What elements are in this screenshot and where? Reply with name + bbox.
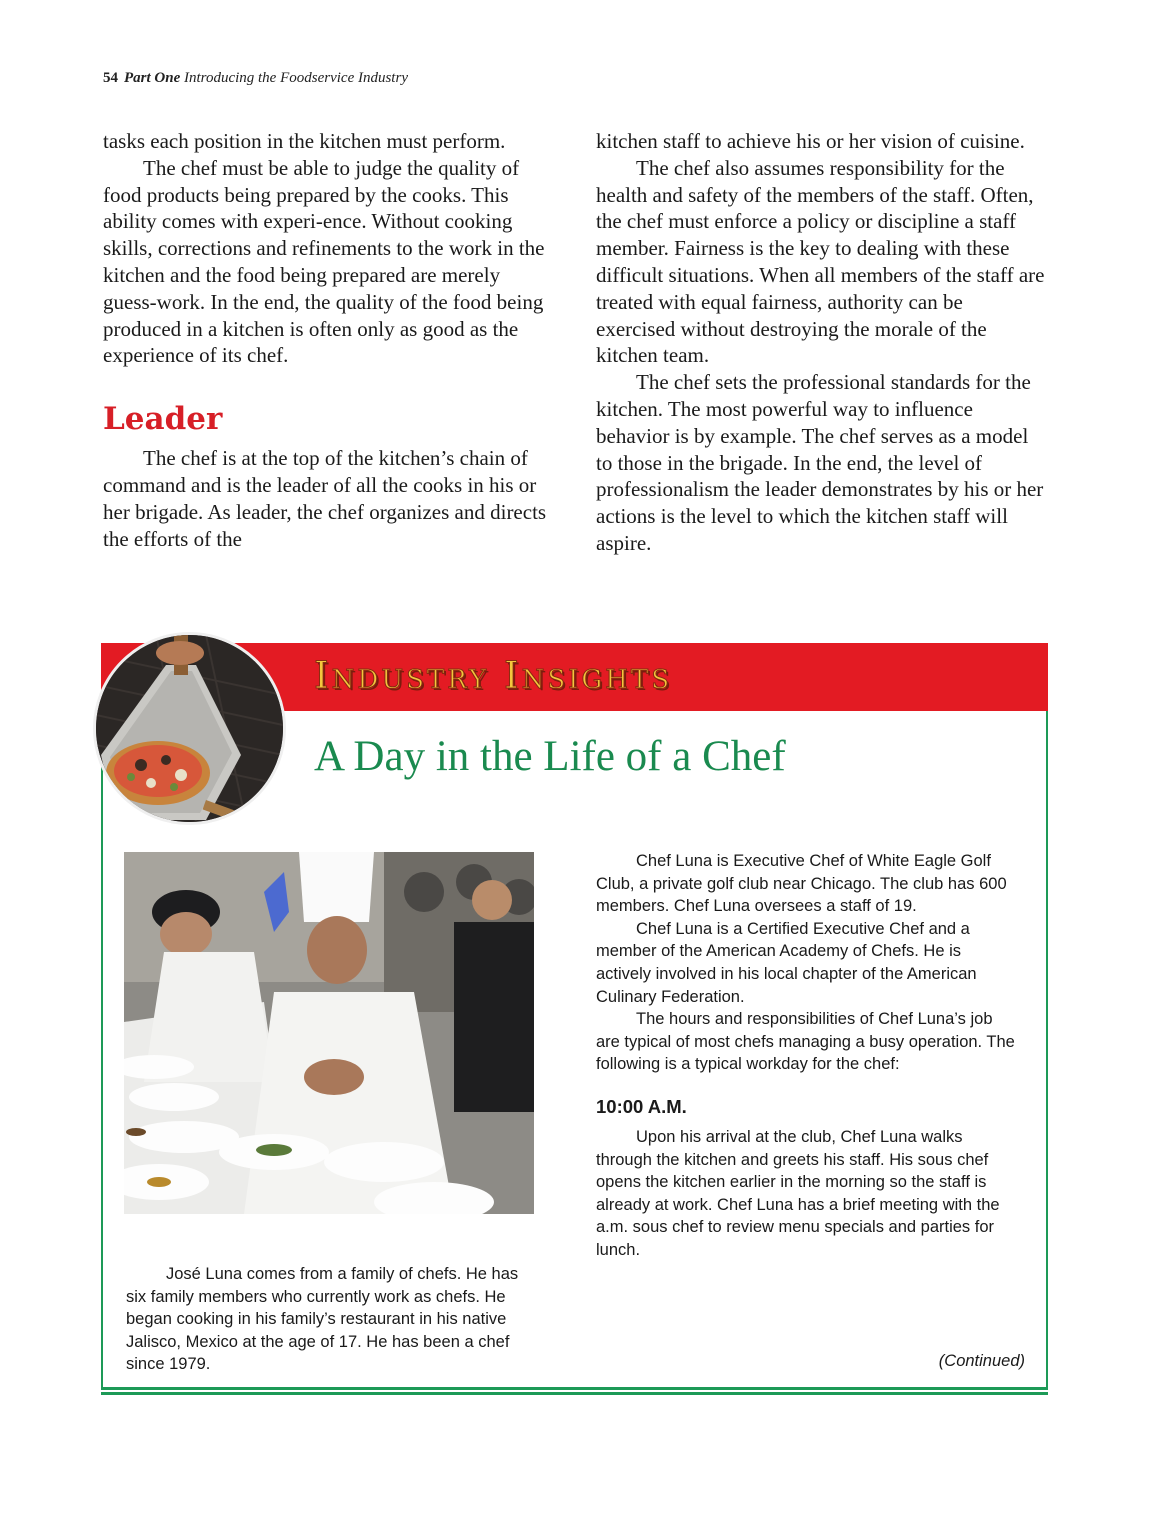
insights-title: A Day in the Life of a Chef	[314, 733, 786, 780]
insights-right-column	[596, 850, 1016, 1262]
part-label: Part One	[124, 70, 181, 86]
banner-title: Industry Insights	[314, 654, 673, 697]
pizza-peel-photo	[93, 632, 286, 825]
left-column	[103, 128, 553, 552]
chef-jose-luna-photo	[124, 852, 534, 1214]
paragraph: tasks each position in the kitchen must perform.	[103, 129, 506, 153]
continued-label: (Continued)	[938, 1352, 1025, 1370]
section-heading-leader: Leader	[103, 401, 223, 438]
paragraph: kitchen staff to achieve his or her vision of cuisine.	[596, 129, 1025, 153]
paragraph: The chef is at the top of the kitchen’s chain of command and is the leader of all the cooks in his or her brigade. As leader, the chef organizes and directs the efforts of the	[103, 446, 547, 551]
paragraph: Chef Luna is Executive Chef of White Eagle Golf Club, a private golf club near Chicago. The club has 600 members. Chef Luna oversees a staff of 19.	[596, 852, 1007, 916]
paragraph: Chef Luna is a Certified Executive Chef and a member of the American Academy of Chefs. He is actively involved in his local chapter of the American Culinary Federation.	[596, 919, 977, 1006]
photo-caption	[126, 1263, 540, 1376]
paragraph: Upon his arrival at the club, Chef Luna walks through the kitchen and greets his staff. His sous chef opens the kitchen earlier in the morning so the staff is already at work. Chef Luna has a brief meeting with the a.m. sous chef to review menu specials and parties for lunch.	[596, 1127, 1000, 1259]
divider	[101, 1387, 1048, 1390]
running-head	[103, 70, 408, 87]
book-section-title: Introducing the Foodservice Industry	[184, 70, 408, 86]
paragraph: The chef also assumes responsibility for the health and safety of the members of the staff. Often, the chef must enforce a policy or discipline a staff member. Fairness is the key to dealing with these difficult situations. When all members of the staff are treated with equal fairness, authority can be exercised without destroying the morale of the kitchen team.	[596, 155, 1045, 368]
paragraph: The chef must be able to judge the quality of food products being prepared by the cooks. This ability comes with experi-ence. Without cooking skills, corrections and refinements to the work in the kitchen and the food being prepared are merely guess-work. In the end, the quality of the food being produced in a kitchen is often only as good as the experience of its chef.	[103, 155, 545, 368]
right-column	[596, 128, 1046, 557]
time-heading: 10:00 A.M.	[596, 1095, 687, 1117]
paragraph: The hours and responsibilities of Chef Luna’s job are typical of most chefs managing a busy operation. The following is a typical workday for the chef:	[596, 1010, 1015, 1074]
page-number: 54	[103, 70, 118, 86]
caption-text: José Luna comes from a family of chefs. He has six family members who currently work as chefs. He began cooking in his family’s restaurant in his native Jalisco, Mexico at the age of 17. He has been a chef since 1979.	[126, 1265, 519, 1374]
divider	[101, 1392, 1048, 1395]
paragraph: The chef sets the professional standards for the kitchen. The most powerful way to influence behavior is by example. The chef serves as a model to those in the brigade. In the end, the level of professionalism the leader demonstrates by his or her actions is the level to which the kitchen staff will aspire.	[596, 370, 1044, 555]
